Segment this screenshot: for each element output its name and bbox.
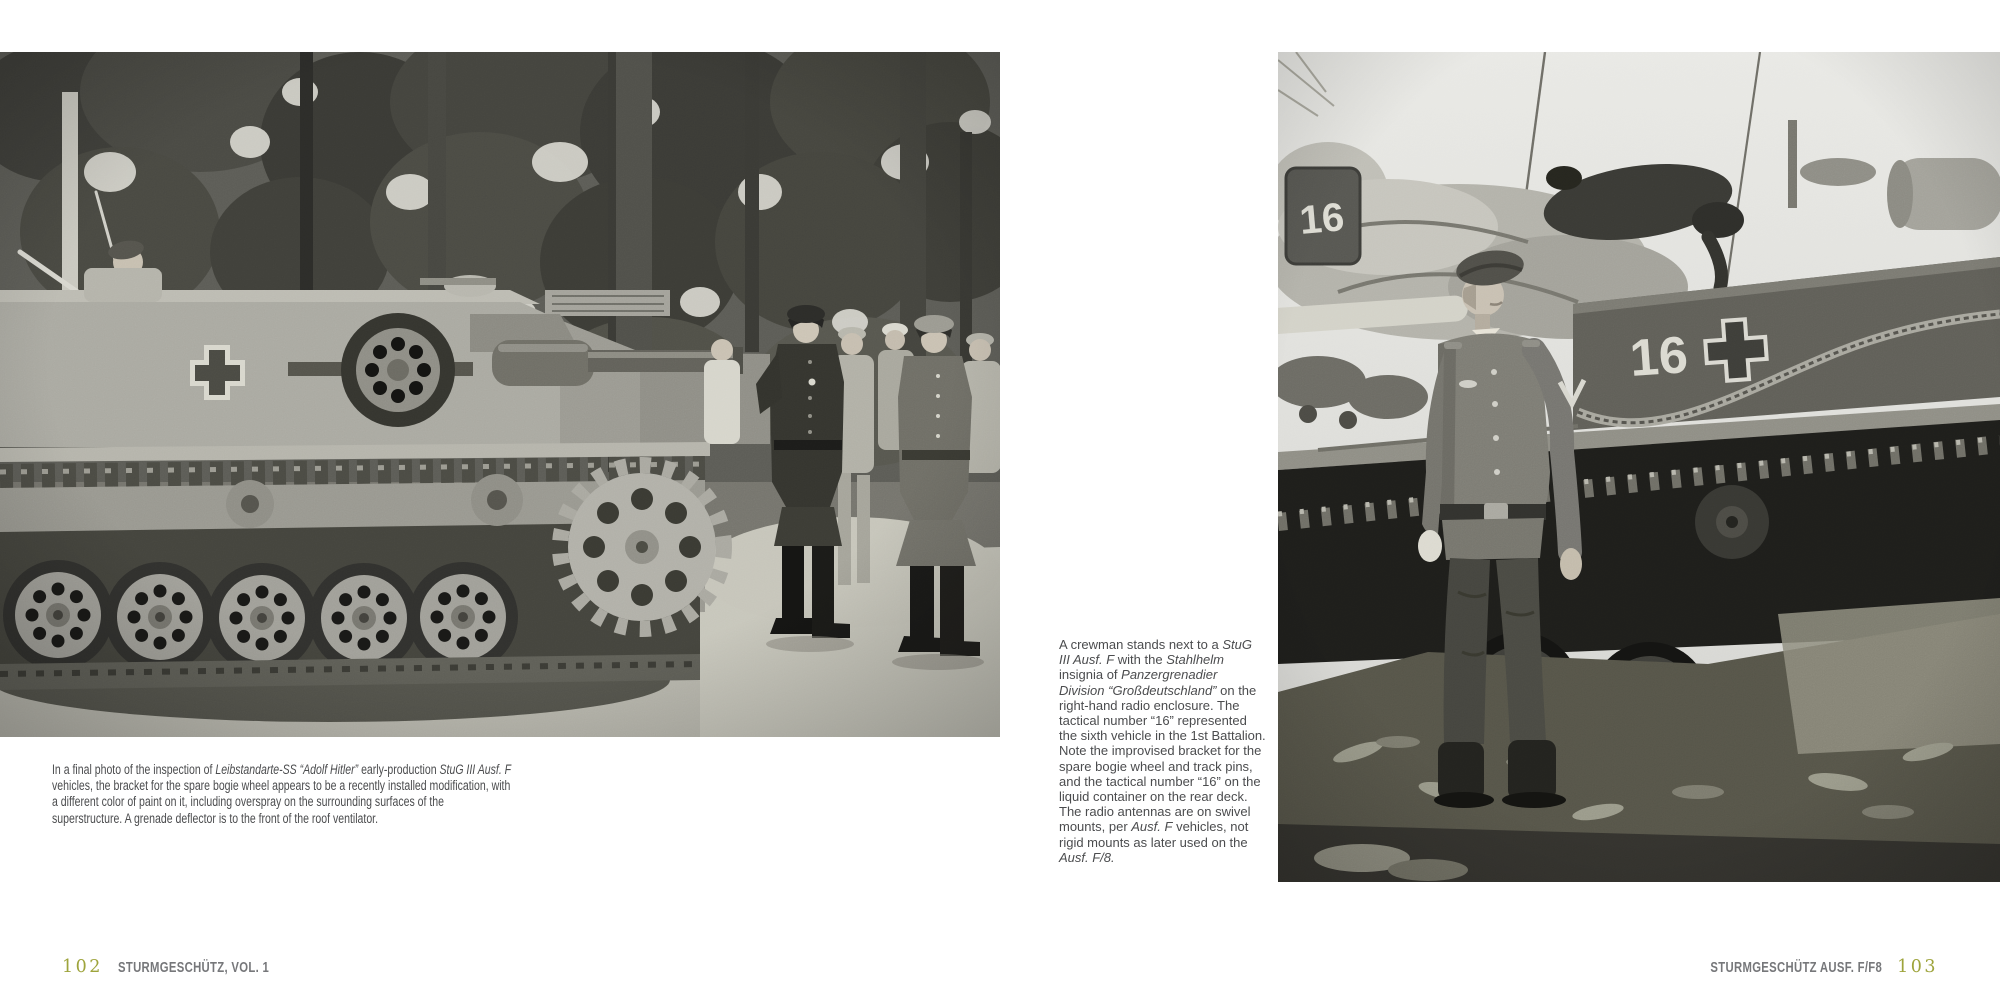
book-title: STURMGESCHÜTZ, VOL. 1 [117,960,269,976]
page-number-left: 102 [62,957,103,977]
photo-left-stug-inspection [0,52,1000,737]
footer-left [62,957,312,977]
photo-caption-right: A crewman stands next to a StuG III Ausf. F with the Stahlhelm insignia of Panzergrenadier Division “Großdeutschland” on the right-hand radio enclosure. The tactical number “16” represented the sixth vehicle in the 1st Battalion. Note the improvised bracket for the spare bogie wheel and track pins, and the tactical number “16” on the liquid container on the rear deck. The radio antennas are on swivel mounts, per Ausf. F vehicles, not rigid mounts as later used on the Ausf. F/8. [1059,637,1266,865]
photo-left-canvas [0,52,1000,737]
footer-right [1662,957,1938,977]
vignette [1278,52,2000,882]
vignette [0,52,1000,737]
page-number-right: 103 [1897,957,1938,977]
photo-right-canvas [1278,52,2000,882]
chapter-title: STURMGESCHÜTZ AUSF. F/F8 [1710,960,1883,976]
photo-caption-left: In a final photo of the inspection of Leibstandarte-SS “Adolf Hitler” early-production StuG III Ausf. F vehicles, the bracket for the spare bogie wheel appears to be a recently installed modification, with a different color of paint on it, including overspray on the surrounding surfaces of the superstructure. A grenade deflector is to the front of the roof ventilator. [52,762,512,826]
photo-right-crewman-stug [1278,52,2000,882]
